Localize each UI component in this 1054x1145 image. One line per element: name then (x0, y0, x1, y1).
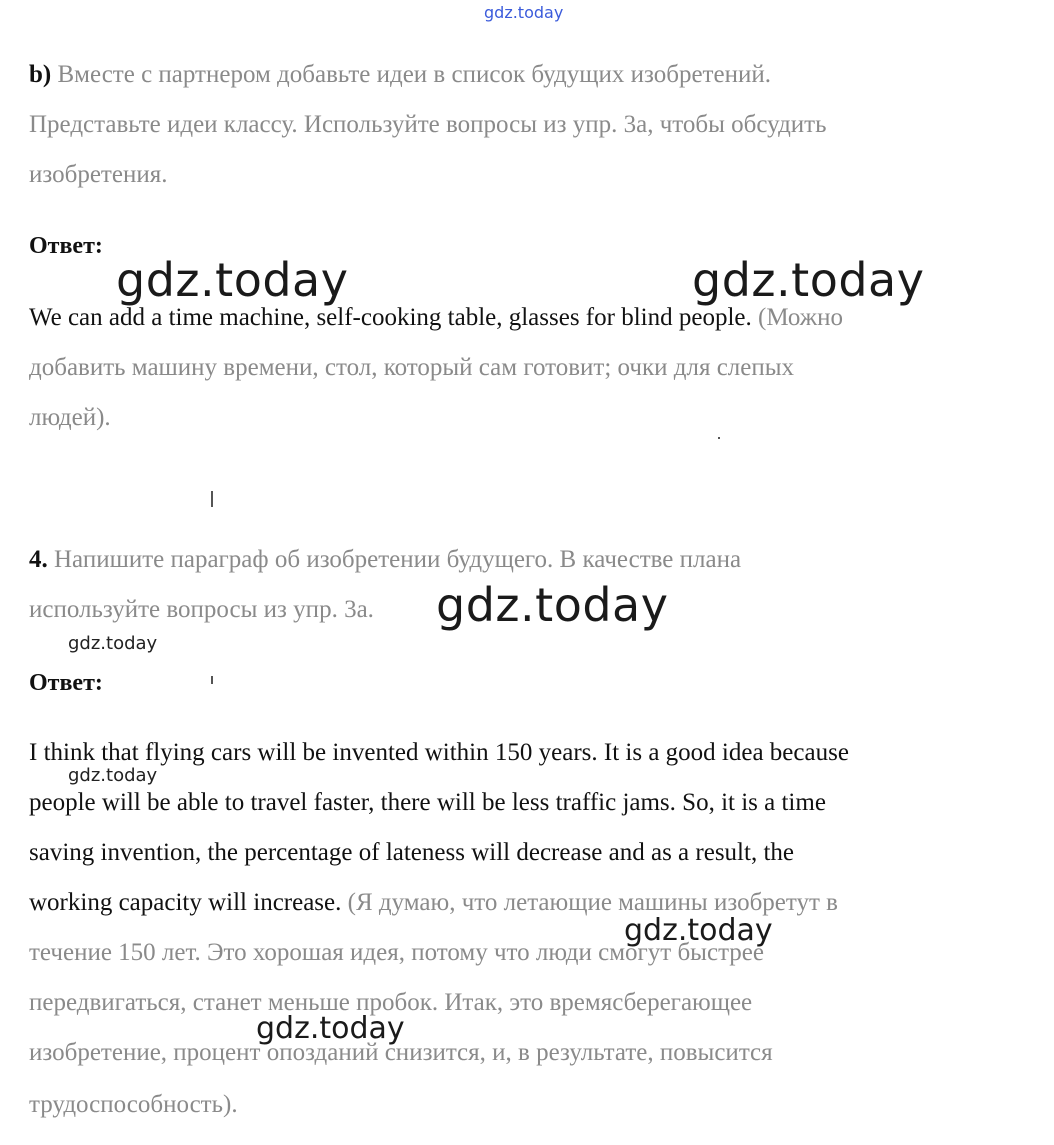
section-b-label: b) (29, 61, 52, 88)
section-4-text-1: Напишите параграф об изобретении будущего. В качестве плана (54, 546, 742, 573)
section-4-line-1 (29, 545, 741, 575)
watermark-1: gdz.today (116, 253, 349, 307)
answer-4-line-8: трудоспособность). (29, 1091, 238, 1118)
watermark-2: gdz.today (692, 253, 925, 307)
answer-label-4: Ответ: (29, 670, 103, 696)
scan-mark-2 (211, 676, 213, 684)
watermark-4: gdz.today (68, 633, 158, 654)
answer-4-line-5: течение 150 лет. Это хорошая идея, потому что люди смогут быстрее (29, 939, 764, 966)
section-b-text-1: Вместе с партнером добавьте идеи в список будущих изобретений. (57, 61, 771, 88)
answer-label-b: Ответ: (29, 233, 103, 259)
answer-b-line-2: добавить машину времени, стол, который сам готовит; очки для слепых (29, 354, 795, 381)
section-4-label: 4. (29, 546, 48, 573)
answer-b-english: We can add a time machine, self-cooking table, glasses for blind people. (29, 304, 752, 331)
answer-4-line-1: I think that flying cars will be invented within 150 years. It is a good idea because (29, 739, 849, 766)
section-4-line-2: используйте вопросы из упр. 3а. (29, 596, 374, 623)
answer-b-line-3: людей). (29, 404, 111, 431)
answer-4-russian-start: (Я думаю, что летающие машины изобретут в (347, 889, 838, 916)
answer-4-line-3: saving invention, the percentage of lateness will decrease and as a result, the (29, 839, 794, 866)
watermark-top: gdz.today (484, 3, 564, 22)
answer-4-line-2: people will be able to travel faster, there will be less traffic jams. So, it is a time (29, 789, 826, 816)
answer-4-english-end: working capacity will increase. (29, 889, 342, 916)
answer-b-russian-start: (Можно (758, 304, 843, 331)
scan-mark (211, 491, 213, 507)
scan-speck (718, 437, 720, 439)
section-b-line-3: изобретения. (29, 161, 168, 188)
watermark-5: gdz.today (68, 765, 158, 786)
answer-4-line-7: изобретение, процент опозданий снизится, и, в результате, повысится (29, 1039, 773, 1066)
section-b-line-2: Представьте идеи классу. Используйте вопросы из упр. 3а, чтобы обсудить (29, 111, 827, 138)
section-b-line-1 (29, 60, 771, 90)
watermark-6: gdz.today (624, 913, 773, 948)
answer-4-line-6: передвигаться, станет меньше пробок. Итак, это времясберегающее (29, 989, 753, 1016)
watermark-3: gdz.today (436, 578, 669, 632)
watermark-7: gdz.today (256, 1011, 405, 1046)
answer-b-line-1 (29, 303, 843, 333)
